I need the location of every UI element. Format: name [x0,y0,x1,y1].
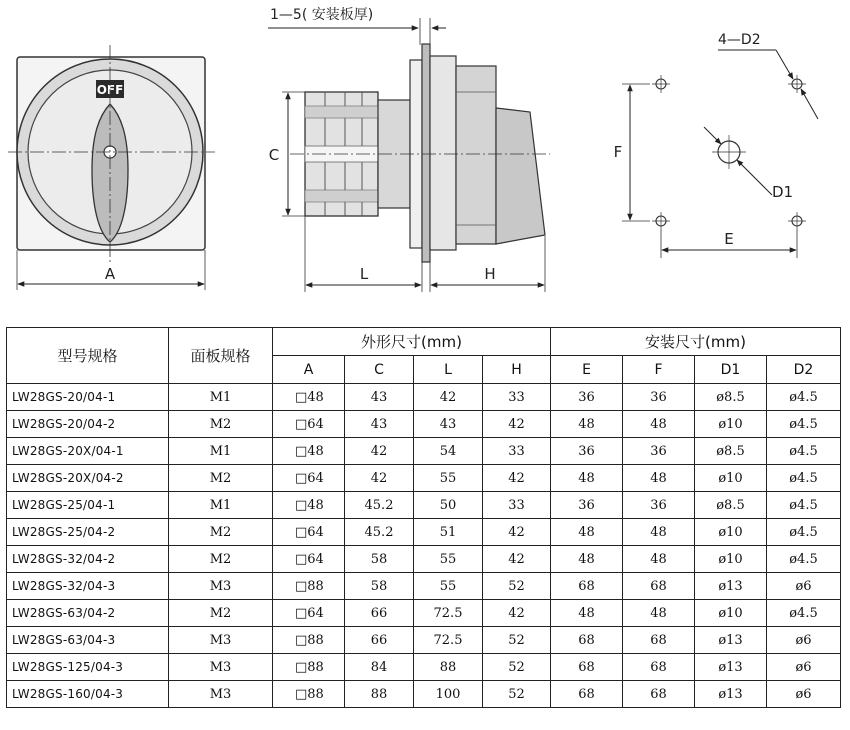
cell-e: 48 [551,600,623,627]
model-cell: LW28GS-25/04-2 [7,519,169,546]
cell-l: 51 [414,519,483,546]
panel-cell: M3 [169,681,273,708]
cell-d2: ø4.5 [767,546,841,573]
knob-grip [496,108,545,244]
cell-c: 58 [345,573,414,600]
dim-d2-label: 4—D2 [718,32,761,48]
panel-cell: M2 [169,519,273,546]
cell-h: 52 [483,627,551,654]
cell-a: □64 [273,519,345,546]
dim-d1-leader-2 [737,160,766,189]
cell-d1: ø8.5 [695,438,767,465]
cell-d2: ø6 [767,654,841,681]
cell-e: 48 [551,546,623,573]
panel-cell: M3 [169,654,273,681]
model-cell: LW28GS-32/04-2 [7,546,169,573]
cell-d2: ø4.5 [767,465,841,492]
dim-c-label: C [268,146,280,164]
cell-l: 72.5 [414,600,483,627]
cell-l: 42 [414,384,483,411]
cell-e: 48 [551,411,623,438]
cell-d1: ø8.5 [695,384,767,411]
cell-c: 43 [345,384,414,411]
cell-e: 68 [551,681,623,708]
table-row [7,573,841,600]
cell-d1: ø13 [695,573,767,600]
cell-c: 84 [345,654,414,681]
dim-e-label: E [724,230,734,248]
cell-h: 42 [483,465,551,492]
cell-h: 52 [483,654,551,681]
cell-d1: ø10 [695,519,767,546]
cell-d1: ø10 [695,411,767,438]
cell-l: 43 [414,411,483,438]
model-cell: LW28GS-20/04-1 [7,384,169,411]
model-cell: LW28GS-32/04-3 [7,573,169,600]
cell-d1: ø13 [695,654,767,681]
cell-l: 55 [414,546,483,573]
dim-a-label: A [104,265,116,283]
off-label: OFF [96,83,124,97]
cell-d1: ø10 [695,465,767,492]
header-d1: D1 [695,356,767,384]
header-mount-dimensions: 安装尺寸(mm) [551,328,841,356]
cell-d2: ø4.5 [767,438,841,465]
mounting-view [614,32,818,258]
knob-body [456,66,496,244]
cell-l: 100 [414,681,483,708]
spec-table-body [7,384,841,708]
spec-table [6,327,841,708]
dim-d1-label: D1 [772,183,794,201]
model-cell: LW28GS-125/04-3 [7,654,169,681]
header-c: C [345,356,414,384]
table-row [7,438,841,465]
cell-a: □64 [273,600,345,627]
cell-f: 36 [623,438,695,465]
model-cell: LW28GS-20X/04-2 [7,465,169,492]
mounting-plate [422,44,430,262]
terminal-slot-top [305,106,378,118]
cell-e: 68 [551,654,623,681]
header-outer-dimensions: 外形尺寸(mm) [273,328,551,356]
cell-h: 33 [483,438,551,465]
header-h: H [483,356,551,384]
table-row [7,627,841,654]
header-l: L [414,356,483,384]
cell-e: 36 [551,384,623,411]
corner-hole-bottom-right [788,212,806,230]
cell-d1: ø13 [695,681,767,708]
cell-d2: ø4.5 [767,411,841,438]
panel-cell: M3 [169,573,273,600]
cell-a: □88 [273,681,345,708]
corner-hole-bottom-left [652,212,670,230]
cell-a: □48 [273,384,345,411]
panel-cell: M1 [169,438,273,465]
cell-e: 68 [551,627,623,654]
cell-c: 66 [345,600,414,627]
cell-e: 48 [551,465,623,492]
cell-f: 48 [623,465,695,492]
cell-f: 68 [623,681,695,708]
cell-h: 42 [483,546,551,573]
panel-cell: M2 [169,546,273,573]
cell-a: □64 [273,411,345,438]
cell-h: 42 [483,411,551,438]
side-view [268,6,550,292]
cell-e: 48 [551,519,623,546]
dim-d2-leader [776,50,793,79]
cell-a: □64 [273,465,345,492]
cell-d2: ø4.5 [767,519,841,546]
cell-f: 48 [623,546,695,573]
cell-a: □88 [273,627,345,654]
cell-f: 68 [623,654,695,681]
model-cell: LW28GS-25/04-1 [7,492,169,519]
table-row [7,600,841,627]
cell-f: 68 [623,627,695,654]
spec-table-header [7,328,841,384]
cell-h: 33 [483,492,551,519]
header-f: F [623,356,695,384]
terminal-slot-bottom [305,190,378,202]
model-cell: LW28GS-160/04-3 [7,681,169,708]
technical-drawing [0,0,850,320]
cell-l: 54 [414,438,483,465]
cell-d2: ø6 [767,681,841,708]
panel-cell: M3 [169,627,273,654]
table-row [7,384,841,411]
cell-d1: ø13 [695,627,767,654]
corner-hole-top-right [788,75,806,93]
cell-c: 66 [345,627,414,654]
table-row [7,546,841,573]
cell-l: 50 [414,492,483,519]
header-model: 型号规格 [7,328,169,384]
cell-d2: ø6 [767,627,841,654]
cell-f: 36 [623,492,695,519]
cell-l: 55 [414,465,483,492]
cell-h: 42 [483,519,551,546]
cell-f: 48 [623,519,695,546]
header-d2: D2 [767,356,841,384]
cell-c: 43 [345,411,414,438]
table-row [7,465,841,492]
header-e: E [551,356,623,384]
cell-d1: ø8.5 [695,492,767,519]
dim-l-label: L [359,265,369,283]
model-cell: LW28GS-20/04-2 [7,411,169,438]
cell-c: 58 [345,546,414,573]
panel-cell: M1 [169,492,273,519]
model-cell: LW28GS-20X/04-1 [7,438,169,465]
panel-cell: M1 [169,384,273,411]
cell-f: 68 [623,573,695,600]
cell-h: 52 [483,681,551,708]
header-a: A [273,356,345,384]
dim-d2-leader-2 [801,89,818,119]
table-row [7,681,841,708]
cell-d2: ø4.5 [767,492,841,519]
cell-l: 88 [414,654,483,681]
table-row [7,492,841,519]
table-row [7,411,841,438]
cell-e: 36 [551,492,623,519]
panel-cell: M2 [169,600,273,627]
cell-d2: ø4.5 [767,384,841,411]
dim-d1-leader [704,127,721,144]
plate-thickness-label: 1—5( 安装板厚) [270,7,374,23]
cell-d2: ø6 [767,573,841,600]
front-bezel [430,56,456,250]
cell-f: 36 [623,384,695,411]
cell-f: 48 [623,600,695,627]
cell-l: 72.5 [414,627,483,654]
cell-e: 36 [551,438,623,465]
cell-c: 42 [345,465,414,492]
cell-e: 68 [551,573,623,600]
cell-f: 48 [623,411,695,438]
cell-c: 45.2 [345,519,414,546]
header-panel: 面板规格 [169,328,273,384]
front-view [8,45,215,290]
cell-h: 42 [483,600,551,627]
panel-cell: M2 [169,465,273,492]
corner-hole-top-left [652,75,670,93]
cell-a: □48 [273,438,345,465]
cell-h: 52 [483,573,551,600]
cell-c: 45.2 [345,492,414,519]
dim-h-label: H [484,265,496,283]
model-cell: LW28GS-63/04-3 [7,627,169,654]
cell-h: 33 [483,384,551,411]
model-cell: LW28GS-63/04-2 [7,600,169,627]
cell-d1: ø10 [695,546,767,573]
cell-d1: ø10 [695,600,767,627]
dim-f-label: F [613,143,623,161]
cell-a: □88 [273,573,345,600]
cell-l: 55 [414,573,483,600]
cell-a: □48 [273,492,345,519]
cell-d2: ø4.5 [767,600,841,627]
table-row [7,519,841,546]
table-row [7,654,841,681]
cell-a: □88 [273,654,345,681]
panel-cell: M2 [169,411,273,438]
cell-c: 42 [345,438,414,465]
cell-c: 88 [345,681,414,708]
cell-a: □64 [273,546,345,573]
